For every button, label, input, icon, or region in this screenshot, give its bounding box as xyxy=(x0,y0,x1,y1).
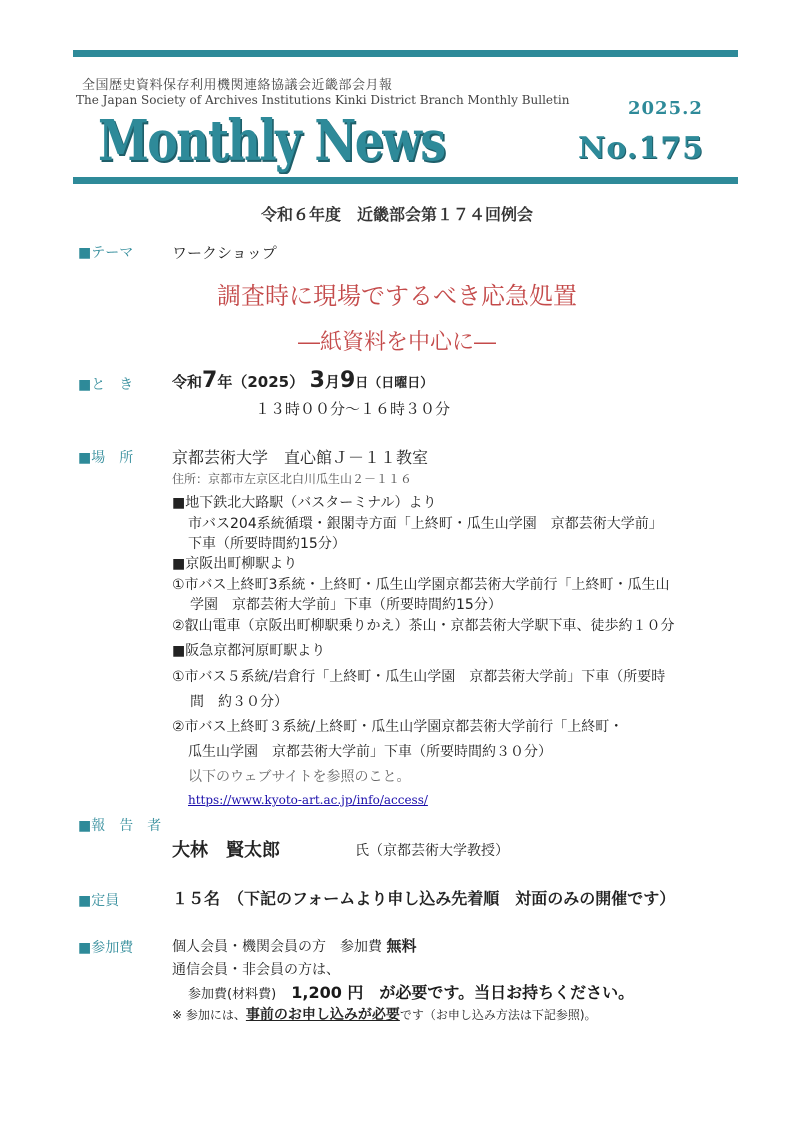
access-line: 市バス204系統循環・銀閣寺方面「上終町・瓜生山学園 京都芸術大学前」 xyxy=(188,516,663,532)
meeting-title: 令和６年度 近畿部会第１７４回例会 xyxy=(260,205,533,224)
theme-value: ワークショップ xyxy=(172,244,277,262)
fee-free: 無料 xyxy=(386,937,417,955)
access-line: ②市バス上終町３系統/上終町・瓜生山学園京都芸術大学前行「上終町・ xyxy=(172,719,624,735)
top-rule xyxy=(73,50,738,57)
capacity-label: ■定員 xyxy=(78,893,120,909)
masthead-title: Monthly News xyxy=(98,108,445,174)
date-month-suffix: 月 xyxy=(324,373,340,391)
event-hours: １３時００分～１６時３０分 xyxy=(255,400,451,418)
workshop-subtitle: ―紙資料を中心に― xyxy=(297,330,496,355)
workshop-title: 調査時に現場でするべき応急処置 xyxy=(217,282,577,310)
reporter-label: ■報 告 者 xyxy=(78,818,162,834)
issue-number: No.175 xyxy=(578,131,704,166)
theme-label: ■テーマ xyxy=(78,245,134,261)
reporter-affiliation: 氏（京都芸術大学教授） xyxy=(355,843,509,859)
place-label: ■場 所 xyxy=(78,450,134,466)
access-line: ①市バス５系統/岩倉行「上終町・瓜生山学園 京都芸術大学前」下車（所要時 xyxy=(172,669,666,685)
venue: 京都芸術大学 直心館Ｊ－１１教室 xyxy=(172,448,429,467)
access-line: 間 約３０分） xyxy=(190,694,288,710)
access-line: ①市バス上終町3系統・上終町・瓜生山学園京都芸術大学前行「上終町・瓜生山 xyxy=(172,577,670,593)
access-line: 瓜生山学園 京都芸術大学前」下車（所要時間約３０分） xyxy=(188,744,552,760)
date-day-suffix: 日（日曜日） xyxy=(355,376,434,391)
issue-date: 2025.2 xyxy=(628,98,703,119)
date-month: 3 xyxy=(309,368,325,393)
access-line: ■阪急京都河原町駅より xyxy=(172,643,326,659)
access-line: ■地下鉄北大路駅（バスターミナル）より xyxy=(172,495,437,511)
fee-material-label: 参加費(材料費) xyxy=(188,987,277,1002)
access-line: 下車（所要時間約15分） xyxy=(188,536,346,552)
masthead-rule xyxy=(73,177,738,184)
access-url-link[interactable]: https://www.kyoto-art.ac.jp/info/access/ xyxy=(188,793,428,807)
fee-line-amount xyxy=(188,980,634,1003)
fee-note-suffix: です（お申し込み方法は下記参照)。 xyxy=(399,1008,597,1022)
fee-note-emphasis: 事前のお申し込みが必要 xyxy=(245,1007,400,1023)
org-name-jp: 全国歴史資料保存利用機関連絡協議会近畿部会月報 xyxy=(82,78,393,93)
date-year-suffix: 年（2025） xyxy=(217,373,305,391)
fee-line-members xyxy=(172,935,416,956)
date-prefix: 令和 xyxy=(172,373,203,391)
fee-label: ■参加費 xyxy=(78,940,134,956)
fee-note xyxy=(172,1004,597,1024)
venue-address: 住所：京都市左京区北白川瓜生山２－１１６ xyxy=(172,472,413,486)
reporter-name: 大林 賢太郎 xyxy=(172,840,280,861)
access-line: ②叡山電車（京阪出町柳駅乗りかえ）茶山・京都芸術大学駅下車、徒歩約１０分 xyxy=(172,618,675,634)
fee-line-nonmembers: 通信会員・非会員の方は、 xyxy=(172,962,340,978)
fee-amount: 1,200 円 が必要です。当日お持ちください。 xyxy=(291,983,635,1002)
date-day: 9 xyxy=(339,368,356,393)
fee-members-text: 個人会員・機関会員の方 参加費 xyxy=(172,939,382,955)
time-label: ■と き xyxy=(78,377,134,393)
date-year: 7 xyxy=(202,368,218,393)
access-line: 学園 京都芸術大学前」下車（所要時間約15分） xyxy=(190,597,502,613)
access-line: ■京阪出町柳駅より xyxy=(172,556,298,572)
capacity-value: １５名 （下記のフォームより申し込み先着順 対面のみの開催です） xyxy=(172,889,676,908)
fee-note-prefix: ※ 参加には、 xyxy=(172,1008,246,1022)
access-line: 以下のウェブサイトを参照のこと。 xyxy=(188,769,411,785)
org-name-en: The Japan Society of Archives Institutions Kinki District Branch Monthly Bulletin xyxy=(76,93,570,107)
event-date xyxy=(172,368,433,393)
